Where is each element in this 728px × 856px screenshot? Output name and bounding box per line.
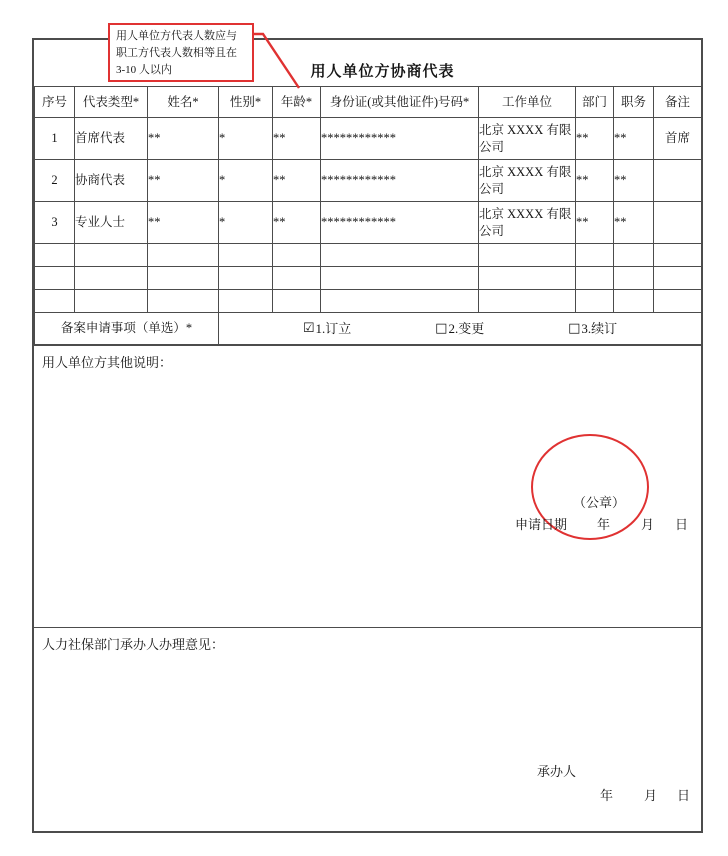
empty-cell — [576, 267, 614, 290]
table-row — [35, 160, 702, 202]
hr-opinion-section — [34, 627, 701, 831]
cell-index: 1 — [35, 118, 75, 160]
col-header-gender: 性别* — [219, 87, 273, 118]
col-header-age: 年龄* — [273, 87, 321, 118]
filing-options — [219, 320, 701, 338]
cell-rep-type: 协商代表 — [75, 160, 148, 202]
empty-cell — [148, 244, 219, 267]
empty-cell — [614, 290, 654, 313]
empty-cell — [321, 267, 479, 290]
cell-name: ** — [148, 118, 219, 160]
callout-line: 用人单位方代表人数应与 — [116, 30, 237, 42]
cell-index: 3 — [35, 202, 75, 244]
empty-cell — [75, 290, 148, 313]
empty-cell — [273, 267, 321, 290]
empty-cell — [654, 267, 702, 290]
filing-item-row — [35, 313, 702, 345]
option-change — [435, 320, 484, 338]
cell-position: ** — [614, 160, 654, 202]
page-title: 用人单位方协商代表 — [310, 64, 455, 80]
cell-id-number: ************ — [321, 118, 479, 160]
cell-gender: * — [219, 202, 273, 244]
col-header-remark: 备注 — [654, 87, 702, 118]
empty-cell — [479, 244, 576, 267]
cell-name: ** — [148, 202, 219, 244]
cell-index: 2 — [35, 160, 75, 202]
cell-employer: 北京 XXXX 有限公司 — [479, 118, 576, 160]
hr-date-month: 月 — [644, 788, 658, 803]
cell-gender: * — [219, 118, 273, 160]
empty-cell — [321, 244, 479, 267]
apply-date-day: 日 — [675, 517, 689, 532]
col-header-position: 职务 — [614, 87, 654, 118]
empty-cell — [75, 267, 148, 290]
option-renew — [568, 320, 617, 338]
empty-table-row — [35, 244, 702, 267]
representatives-table — [34, 86, 702, 345]
empty-cell — [75, 244, 148, 267]
callout-line: 职工方代表人数相等且在 — [116, 47, 237, 59]
empty-cell — [576, 290, 614, 313]
checkbox-unchecked-icon: □ — [568, 320, 581, 336]
cell-age: ** — [273, 118, 321, 160]
cell-age: ** — [273, 160, 321, 202]
apply-date-month: 月 — [641, 517, 655, 532]
empty-cell — [148, 267, 219, 290]
cell-remark — [654, 160, 702, 202]
cell-id-number: ************ — [321, 202, 479, 244]
cell-employer: 北京 XXXX 有限公司 — [479, 202, 576, 244]
cell-rep-type: 专业人士 — [75, 202, 148, 244]
annotation-callout — [108, 23, 254, 82]
cell-employer: 北京 XXXX 有限公司 — [479, 160, 576, 202]
empty-cell — [479, 290, 576, 313]
callout-line: 3-10 人以内 — [116, 64, 172, 76]
empty-cell — [576, 244, 614, 267]
col-header-employer: 工作单位 — [479, 87, 576, 118]
option-conclude — [303, 320, 351, 338]
col-header-name: 姓名* — [148, 87, 219, 118]
empty-cell — [479, 267, 576, 290]
empty-cell — [35, 244, 75, 267]
col-header-rep-type: 代表类型* — [75, 87, 148, 118]
empty-cell — [654, 244, 702, 267]
apply-date-year: 年 — [597, 517, 611, 532]
col-header-department: 部门 — [576, 87, 614, 118]
empty-table-row — [35, 290, 702, 313]
col-header-index: 序号 — [35, 87, 75, 118]
cell-age: ** — [273, 202, 321, 244]
cell-remark: 首席 — [654, 118, 702, 160]
table-row — [35, 118, 702, 160]
empty-cell — [654, 290, 702, 313]
checkbox-checked-icon: ☑ — [302, 320, 315, 336]
empty-cell — [148, 290, 219, 313]
form-outer-border — [32, 38, 703, 833]
empty-cell — [219, 290, 273, 313]
checkbox-unchecked-icon: □ — [435, 320, 448, 336]
cell-department: ** — [576, 118, 614, 160]
empty-cell — [35, 290, 75, 313]
empty-cell — [321, 290, 479, 313]
apply-date-label: 申请日期 — [515, 517, 568, 532]
hr-date-day: 日 — [677, 788, 691, 803]
empty-cell — [614, 244, 654, 267]
option-label: 2.变更 — [448, 320, 485, 336]
table-row — [35, 202, 702, 244]
filing-item-label: 备案申请事项（单选）* — [35, 313, 219, 345]
employer-notes-label: 用人单位方其他说明： — [42, 355, 173, 370]
cell-department: ** — [576, 202, 614, 244]
empty-cell — [219, 244, 273, 267]
cell-rep-type: 首席代表 — [75, 118, 148, 160]
filing-options-cell — [219, 313, 702, 345]
cell-id-number: ************ — [321, 160, 479, 202]
cell-remark — [654, 202, 702, 244]
employer-notes-section — [34, 345, 701, 627]
cell-position: ** — [614, 118, 654, 160]
callout-leader-line — [250, 28, 306, 92]
option-label: 3.续订 — [581, 320, 618, 336]
hr-opinion-label: 人力社保部门承办人办理意见： — [42, 637, 225, 652]
col-header-id-number: 身份证(或其他证件)号码* — [321, 87, 479, 118]
cell-department: ** — [576, 160, 614, 202]
empty-cell — [614, 267, 654, 290]
table-header-row — [35, 87, 702, 118]
cell-gender: * — [219, 160, 273, 202]
empty-cell — [273, 290, 321, 313]
option-label: 1.订立 — [315, 320, 352, 336]
empty-cell — [35, 267, 75, 290]
empty-table-row — [35, 267, 702, 290]
undertaker-label: 承办人 — [537, 764, 577, 779]
cell-position: ** — [614, 202, 654, 244]
hr-date-year: 年 — [600, 788, 614, 803]
empty-cell — [273, 244, 321, 267]
empty-cell — [219, 267, 273, 290]
company-seal-label: （公章） — [572, 495, 625, 510]
cell-name: ** — [148, 160, 219, 202]
